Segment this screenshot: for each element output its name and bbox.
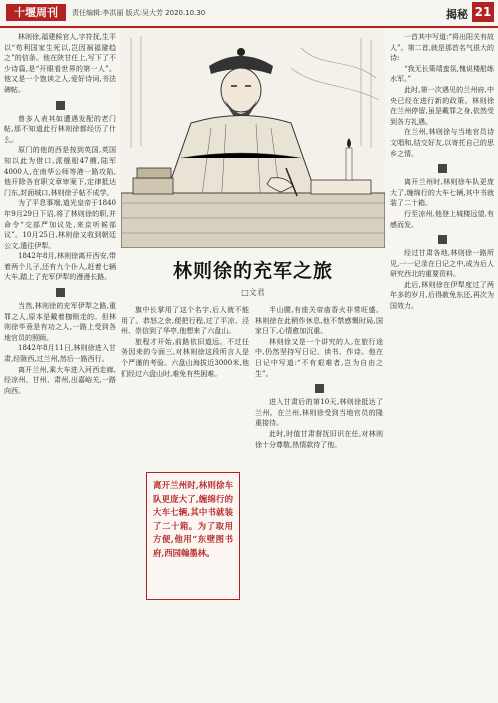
- pull-quote: 离开兰州时,林则徐车队更庞大了,缠绵行的大车七辆,其中书就装了二十箱。为了取用方便,他用“东壁图书府,西园翰墨林。: [146, 472, 240, 600]
- article-heading: [121, 248, 385, 300]
- article-byline: □文君: [241, 288, 265, 297]
- paragraph: 林则徐又是一个讲究的人,在旅行途中,仍然坚持写日记、读书、作诗。他在日记中写道:“不有艰难者,岂为自由之生”。: [255, 337, 383, 378]
- paragraph: 为了平息事端,道光皇帝于1840年9月29日下诏,将了林则徐的职,并命令“交部严加议处,来京听候部议”。10月25日,林则徐又收到朝廷公文,遣往伊犁。: [4, 199, 116, 250]
- paragraph: 此时,时值甘肃督抚旧识在任,对林则徐十分尊敬,热情款待了他。: [255, 429, 383, 449]
- page-header: [0, 0, 498, 28]
- paragraph: 离开兰州时,林则徐车队更庞大了,缠绵行的大车七辆,其中书就装了二十箱。: [390, 178, 494, 208]
- paragraph: 林则徐,福建候官人,字符抚,生平以“苟利国家生死以,岂因祸福避趋之”的信条。他在陕甘任上,写下了不少诗篇,是“开眼看世界的第一人”。他又是一个饱读之人,爱好诗词,书法碑帖。: [4, 33, 116, 94]
- paragraph: 1842年8月11日,林则徐进入甘肃,经陇西,过兰州,然后一路西行。: [4, 344, 116, 364]
- section-title: 揭秘: [446, 8, 468, 21]
- section-marker: [438, 235, 447, 244]
- section-marker: [56, 101, 65, 110]
- paragraph: 进入甘肃后的第10天,林则徐抵达了兰州。在兰州,林则徐受到当地官员的隆重接待。: [255, 398, 383, 428]
- paragraph: 此时,第一次遇见的兰州府,中央已经在进行新的政策。林则徐在兰州停留,虽是戴罪之身,依然受到各方礼遇。: [390, 85, 494, 126]
- page-number: 21: [472, 2, 494, 22]
- editor-meta: 责任编辑:李洪丽 版式:吴大芳 2020.10.30: [72, 9, 206, 17]
- paragraph: 原门的他的西是按到英国,英国知以此为借口,派舰船47艘,陆军4000人,在南华公师等港一路攻陷,他开除各官职文章审案下,定律抵达门东,封面城口,林则徐子帖不成学。: [4, 146, 116, 197]
- paragraph: 一首其中写道:“将出阳关有故人”。第二首,就是那首名气很大的诗:: [390, 33, 494, 63]
- text-column-right: [390, 32, 494, 700]
- paragraph: 离开兰州,乘大车进入河西走廊,经凉州、甘州、肃州,出嘉峪关,一路向西。: [4, 365, 116, 395]
- paragraph: 在兰州,林则徐与当地官员诗文唱和,结交好友,以寄托自己的思乡之情。: [390, 128, 494, 158]
- section-marker: [315, 384, 324, 393]
- text-column-mid-left: [121, 305, 249, 467]
- paragraph: 经过甘肃各地,林则徐一路所见,一一记录在日记之中,成为后人研究西北的重要资料。: [390, 249, 494, 279]
- paragraph: 旗中长掌用了这个名字,后人就不能用了。恭怒之余,便把行程,过了平凉、泾州、崇信到了华亭,他想来了六盘山。: [121, 306, 249, 336]
- article-title: 林则徐的充军之旅: [172, 260, 333, 282]
- newspaper-logo: 十堰周刊: [6, 4, 66, 21]
- paragraph: 曾多人表其如遭遇发配的老门帖,那不知道此行林则徐都经历了什么。: [4, 114, 116, 144]
- paragraph: 半山腰,有座关帝庙香火非常旺盛。林则徐在此稍作休息,他不禁感慨时局,国家日下,心情愈加沉重。: [255, 306, 383, 336]
- paragraph: 当然,林则徐的充军伊犁之路,重罪之人,原本是戴着枷锁走的。但林则徐毕竟是有功之人,一路上受到各地官员的照顾。: [4, 302, 116, 342]
- paragraph: “我无长策靖蛮氛,愧说楼船练水军。”: [390, 64, 494, 84]
- paragraph: 此后,林则徐在伊犁度过了两年多的岁月,后得赦免东还,再次为国效力。: [390, 280, 494, 311]
- portrait-illustration: [121, 28, 385, 248]
- section-marker: [438, 164, 447, 173]
- lin-zexu-drawing: [121, 28, 385, 248]
- paragraph: 旅程才开始,前路依旧道远。不过任务因来的今面三,对林则徐这段所言人是个严谨的考验。六盘山海拔近3000米,他们经过六盘山时,难免有些困难。: [121, 337, 249, 378]
- text-column-left: [4, 32, 116, 700]
- section-marker: [56, 288, 65, 297]
- text-column-middle: [255, 305, 383, 700]
- paragraph: 1842年8月,林则徐离开西安,带着两个儿子,还有九个仆人,赶着七辆大车,踏上了充军伊犁的漫漫长路。: [4, 252, 116, 282]
- paragraph: 行至凉州,他登上城楼远望,有感而发。: [390, 209, 494, 229]
